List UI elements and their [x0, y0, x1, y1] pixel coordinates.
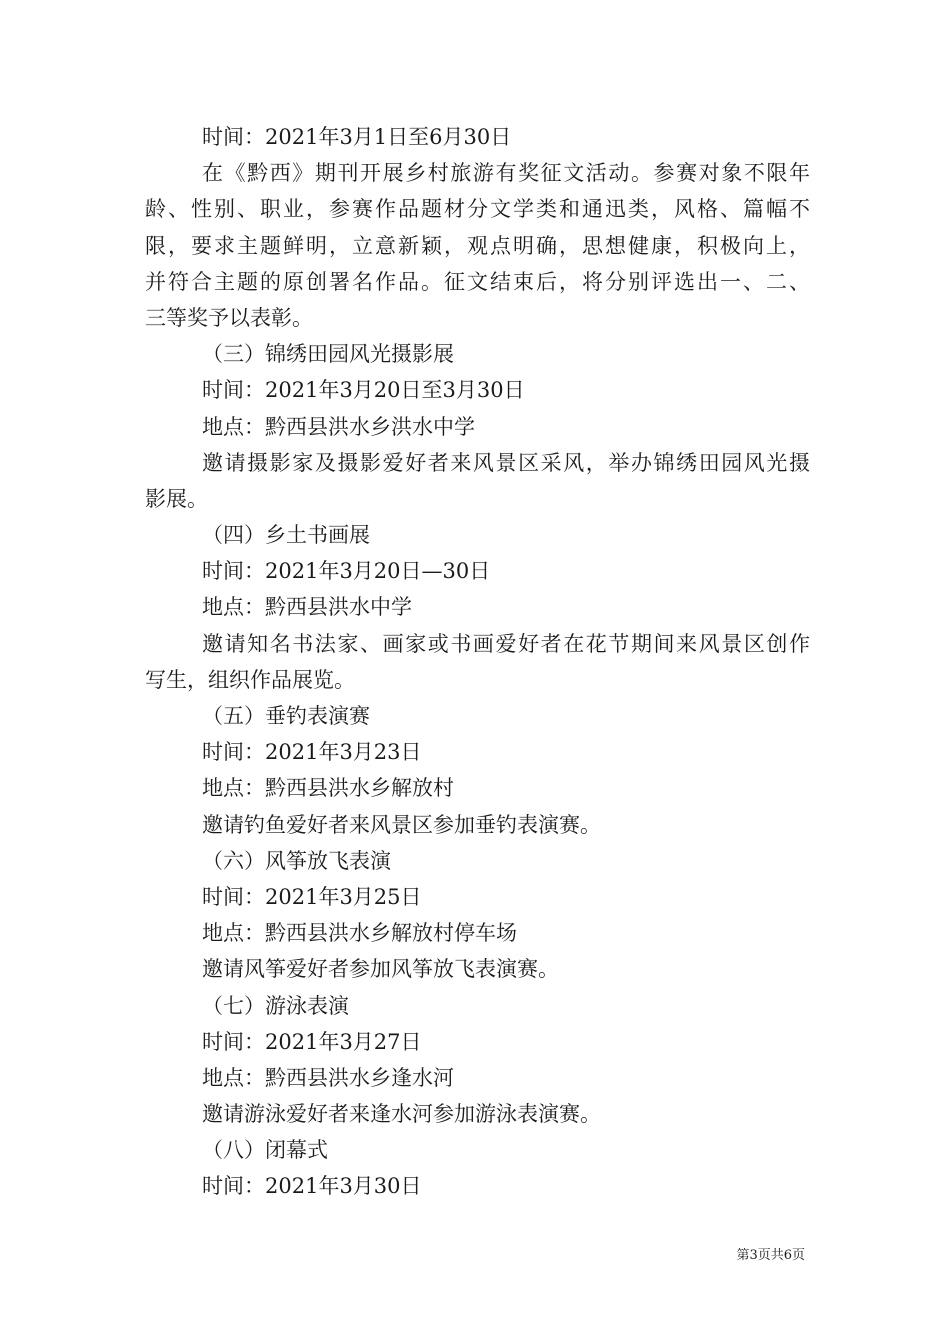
- text-line: 地点：黔西县洪水乡解放村: [202, 776, 454, 801]
- text-line: 地点：黔西县洪水乡逢水河: [202, 1065, 454, 1090]
- text-line: （七）游泳表演: [202, 993, 349, 1018]
- text-line: （三）锦绣田园风光摄影展: [202, 342, 454, 367]
- text-line: （六）风筝放飞表演: [202, 848, 391, 873]
- document-body: [145, 119, 810, 1205]
- text-line: 限，要求主题鲜明，立意新颖，观点明确，思想健康，积极向上，: [145, 233, 810, 258]
- text-line: 时间：2021年3月30日: [202, 1174, 422, 1199]
- text-line: （四）乡土书画展: [202, 523, 370, 548]
- text-line: 邀请风筝爱好者参加风筝放飞表演赛。: [202, 957, 559, 982]
- text-line: 邀请钓鱼爱好者来风景区参加垂钓表演赛。: [202, 812, 601, 837]
- text-line: 三等奖予以表彰。: [145, 305, 313, 330]
- text-line: 时间：2021年3月1日至6月30日: [202, 125, 512, 149]
- text-line: 并符合主题的原创署名作品。征文结束后，将分别评选出一、二、: [145, 269, 810, 294]
- text-line: 时间：2021年3月23日: [202, 740, 422, 765]
- text-line: 时间：2021年3月20日至3月30日: [202, 378, 525, 403]
- text-line: （五）垂钓表演赛: [202, 704, 370, 728]
- text-line: 龄、性别、职业，参赛作品题材分文学类和通迅类，风格、篇幅不: [145, 197, 810, 222]
- text-line: （八）闭幕式: [202, 1138, 328, 1163]
- text-line: 在《黔西》期刊开展乡村旅游有奖征文活动。参赛对象不限年: [202, 161, 810, 186]
- text-line: 时间：2021年3月27日: [202, 1029, 422, 1054]
- text-line: 时间：2021年3月25日: [202, 884, 422, 909]
- text-line: 邀请知名书法家、画家或书画爱好者在花节期间来风景区创作: [202, 631, 810, 656]
- text-line: 地点：黔西县洪水乡解放村停车场: [202, 921, 517, 946]
- text-line: 邀请游泳爱好者来逢水河参加游泳表演赛。: [202, 1102, 601, 1127]
- text-line: 写生，组织作品展览。: [145, 667, 355, 692]
- text-line: 影展。: [145, 486, 208, 511]
- text-line: 时间：2021年3月20日—30日: [202, 559, 491, 584]
- text-line: 邀请摄影家及摄影爱好者来风景区采风，举办锦绣田园风光摄: [202, 450, 810, 475]
- text-line: 地点：黔西县洪水乡洪水中学: [202, 414, 475, 439]
- text-line: 地点：黔西县洪水中学: [202, 595, 412, 620]
- page-number: 第3页共6页: [736, 1248, 805, 1263]
